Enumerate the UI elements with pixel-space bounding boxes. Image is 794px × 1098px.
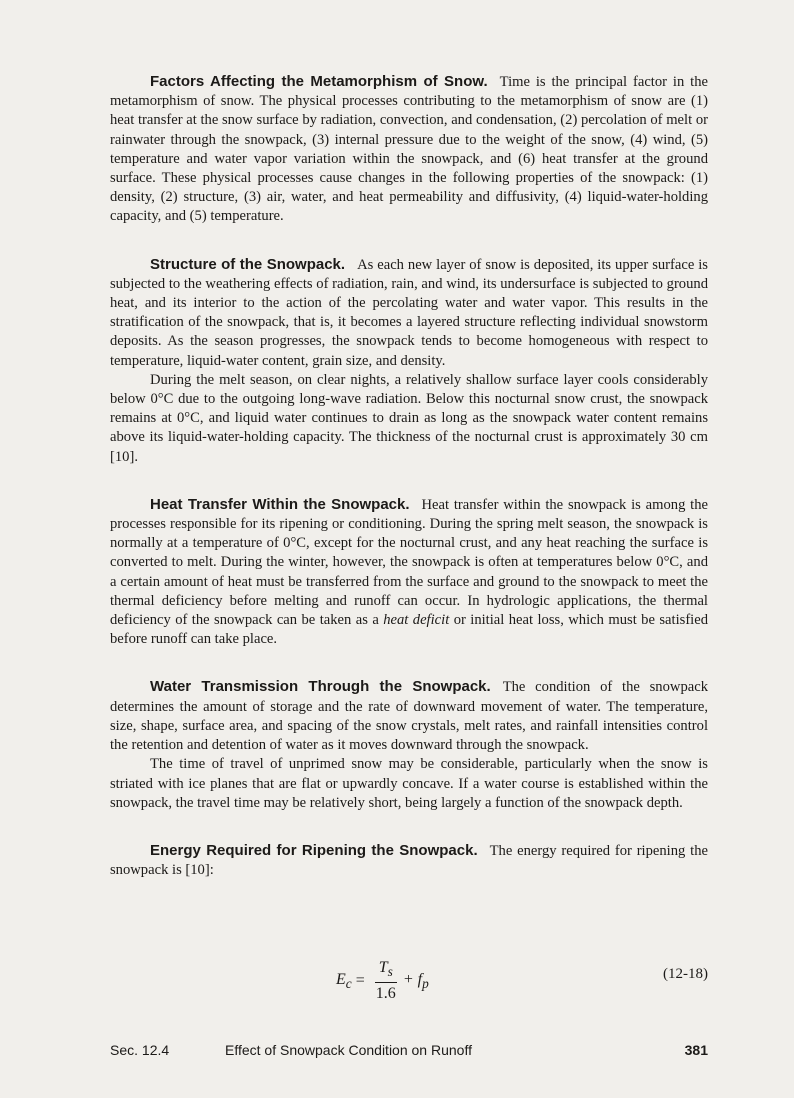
equation-number: (12-18) (663, 966, 708, 982)
paragraph-text: As each new layer of snow is deposited, its upper surface is subjected to the weathering effects of radiation, rain, and wind, its undersurface is subjected to ground heat, and its interior to the action of the percolating water and water vapor. This results in the stratification of the snowpack, that is, it becomes a layered structure reflecting individual snowstorm deposits. As the season progresses, the snowpack tends to become homogeneous with respect to temperature, liquid-water content, grain size, and density. (110, 256, 708, 369)
page-number: 381 (684, 1042, 708, 1058)
paragraph: During the melt season, on clear nights, a relatively shallow surface layer cools considerably below 0°C due to the outgoing long-wave radiation. Below this nocturnal snow crust, the snowpack remains at 0°C, and liquid water continues to drain as long as the snowpack water content remains above its liquid-water-holding capacity. The thickness of the nocturnal crust is approximately 30 cm [10]. (110, 371, 708, 465)
section-heading: Factors Affecting the Metamorphism of Snow. (150, 73, 488, 90)
page-body (110, 72, 708, 880)
eq-lhs-subscript: c (345, 975, 352, 991)
section-heading: Heat Transfer Within the Snowpack. (150, 495, 410, 513)
section-water-transmission (110, 677, 708, 812)
eq-numerator (375, 958, 397, 983)
eq-lhs-symbol: E (336, 970, 346, 988)
eq-numerator-symbol: T (378, 959, 388, 976)
eq-lhs (336, 971, 352, 992)
paragraph-text: The energy required for ripening the snowpack is [10]: (110, 842, 708, 879)
paragraph-text: The condition of the snowpack determines the amount of storage and the rate of downward movement of water. The temperature, size, shape, surface area, and spacing of the snow crystals, melt rates, and rainfall intensities control the retention and detention of water as it moves downward through the snowpack. (110, 679, 708, 754)
footer-section-number: Sec. 12.4 (110, 1042, 170, 1058)
section-heading: Energy Required for Ripening the Snowpack. (150, 841, 478, 859)
eq-rhs (403, 971, 429, 992)
eq-denominator: 1.6 (375, 985, 396, 1003)
equation-body (336, 958, 429, 1004)
section-heading: Structure of the Snowpack. (150, 255, 346, 273)
section-heading: Water Transmission Through the Snowpack. (150, 678, 491, 696)
section-structure (110, 255, 708, 467)
eq-rhs-symbol: + f (402, 970, 423, 988)
eq-fraction (375, 958, 397, 1004)
paragraph (110, 841, 708, 880)
eq-numerator-subscript: s (387, 964, 393, 980)
paragraph (110, 677, 708, 755)
equation-12-18 (110, 950, 708, 1006)
eq-rhs-subscript: p (422, 975, 429, 991)
paragraph-text: Heat transfer within the snowpack is among the processes responsible for its ripening or conditioning. During the spring melt season, the snowpack is normally at a temperature of 0°C, except for the nocturnal crust, and any heat reaching the surface is converted to melt. During the winter, however, the snowpack is often at temperatures below 0°C, and a certain amount of heat must be transferred from the surface and ground to the snowpack to meet the thermal deficiency before melting and runoff can occur. In hydrologic applications, the thermal deficiency of the snowpack can be taken as a heat deficit or initial heat loss, which must be satisfied before runoff can take place. (110, 496, 709, 648)
eq-equals: = (351, 972, 369, 990)
paragraph (110, 255, 708, 371)
paragraph: The time of travel of unprimed snow may be considerable, particularly when the snow is striated with ice planes that are flat or upwardly concave. If a water course is established within the snowpack, the travel time may be relatively short, being largely a function of the snowpack depth. (110, 756, 708, 811)
section-heat-transfer (110, 495, 708, 650)
footer-section-title: Effect of Snowpack Condition on Runoff (225, 1042, 472, 1058)
section-energy-ripening (110, 841, 708, 880)
emphasis-heat-deficit: heat deficit (383, 612, 450, 629)
paragraph-text: Time is the principal factor in the metamorphism of snow. The physical processes contributing to the metamorphism of snow are (1) heat transfer at the snow surface by radiation, convection, and condensation, (2) percolation of melt or rainwater through the snowpack, (3) internal pressure due to the weight of the snow, (4) wind, (5) temperature and water vapor variation within the snowpack, and (6) heat transfer at the ground surface. These physical processes cause changes in the following properties of the snowpack: (1) density, (2) structure, (3) air, water, and heat permeability and diffusivity, (4) liquid-water-holding capacity, and (5) temperature. (110, 74, 708, 225)
paragraph (110, 72, 708, 227)
section-metamorphism (110, 72, 708, 227)
paragraph (110, 495, 708, 650)
